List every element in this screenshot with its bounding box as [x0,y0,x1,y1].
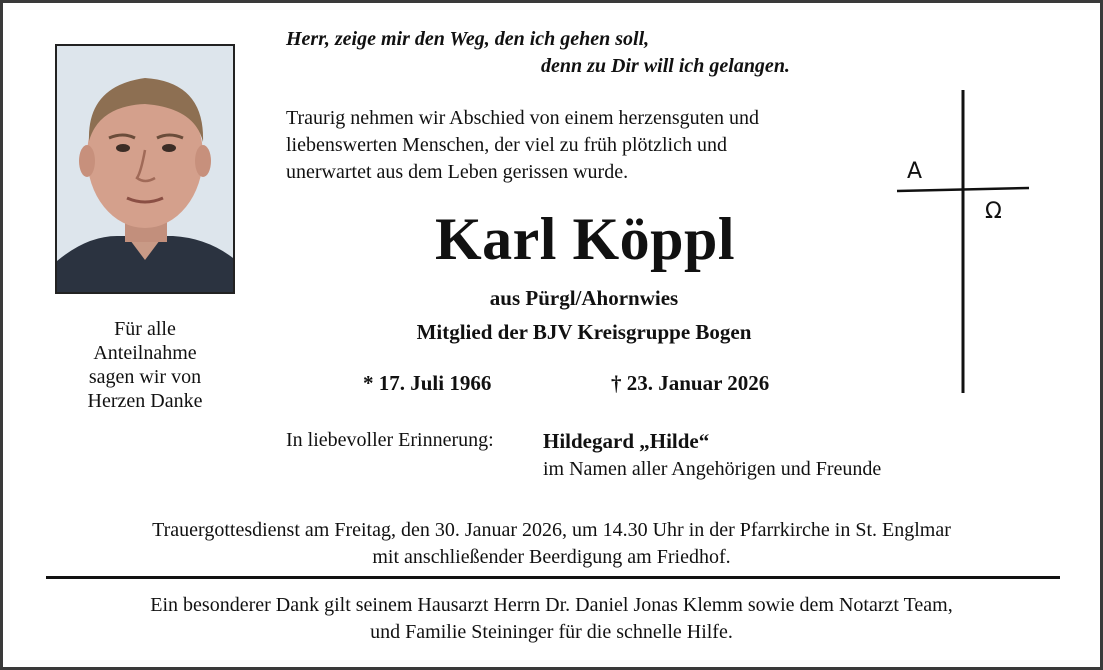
portrait-illustration [57,46,233,292]
service-line-2: mit anschließender Beerdigung am Friedhof. [372,546,731,568]
portrait-photo [55,44,235,294]
birth-date: * 17. Juli 1966 [363,371,492,395]
intro-line-1: Traurig nehmen wir Abschied von einem herzensguten und [286,107,760,129]
intro-text [286,105,759,186]
verse-line-2: denn zu Dir will ich gelangen. [541,55,790,77]
thanks-box [60,317,230,413]
deceased-origin: aus Pürgl/Ahornwies [489,286,679,310]
intro-line-3: unerwartet aus dem Leben gerissen wurde. [286,161,629,183]
thanks-line-2: Anteilnahme [93,342,197,364]
service-line-1: Trauergottesdienst am Freitag, den 30. Januar 2026, um 14.30 Uhr in der Pfarrkirche in St. Englmar [152,519,951,541]
cross-icon [893,88,1033,398]
thanks-line-3: sagen wir von [88,366,202,388]
alpha-letter: A [907,159,923,184]
verse-line-1: Herr, zeige mir den Weg, den ich gehen soll, [286,28,650,50]
thanks-line-4: Herzen Danke [87,390,203,412]
obituary-notice [3,3,1100,667]
divider [46,576,1060,579]
footer-line-2: und Familie Steininger für die schnelle Hilfe. [370,621,733,643]
death-date: † 23. Januar 2026 [611,371,770,395]
memory-note: im Namen aller Angehörigen und Freunde [543,458,882,480]
footer-line-1: Ein besonderer Dank gilt seinem Hausarzt Herrn Dr. Daniel Jonas Klemm sowie dem Notarzt Team, [150,594,953,616]
omega-letter: Ω [985,199,1002,224]
cross-symbol [893,88,1033,398]
thanks-line-1: Für alle [114,318,176,340]
deceased-name: Karl Köppl [434,206,736,272]
deceased-membership: Mitglied der BJV Kreisgruppe Bogen [416,320,752,344]
intro-line-2: liebenswerten Menschen, der viel zu früh plötzlich und [286,134,727,156]
memory-name: Hildegard „Hilde“ [543,429,710,453]
memory-label: In liebevoller Erinnerung: [286,429,494,451]
